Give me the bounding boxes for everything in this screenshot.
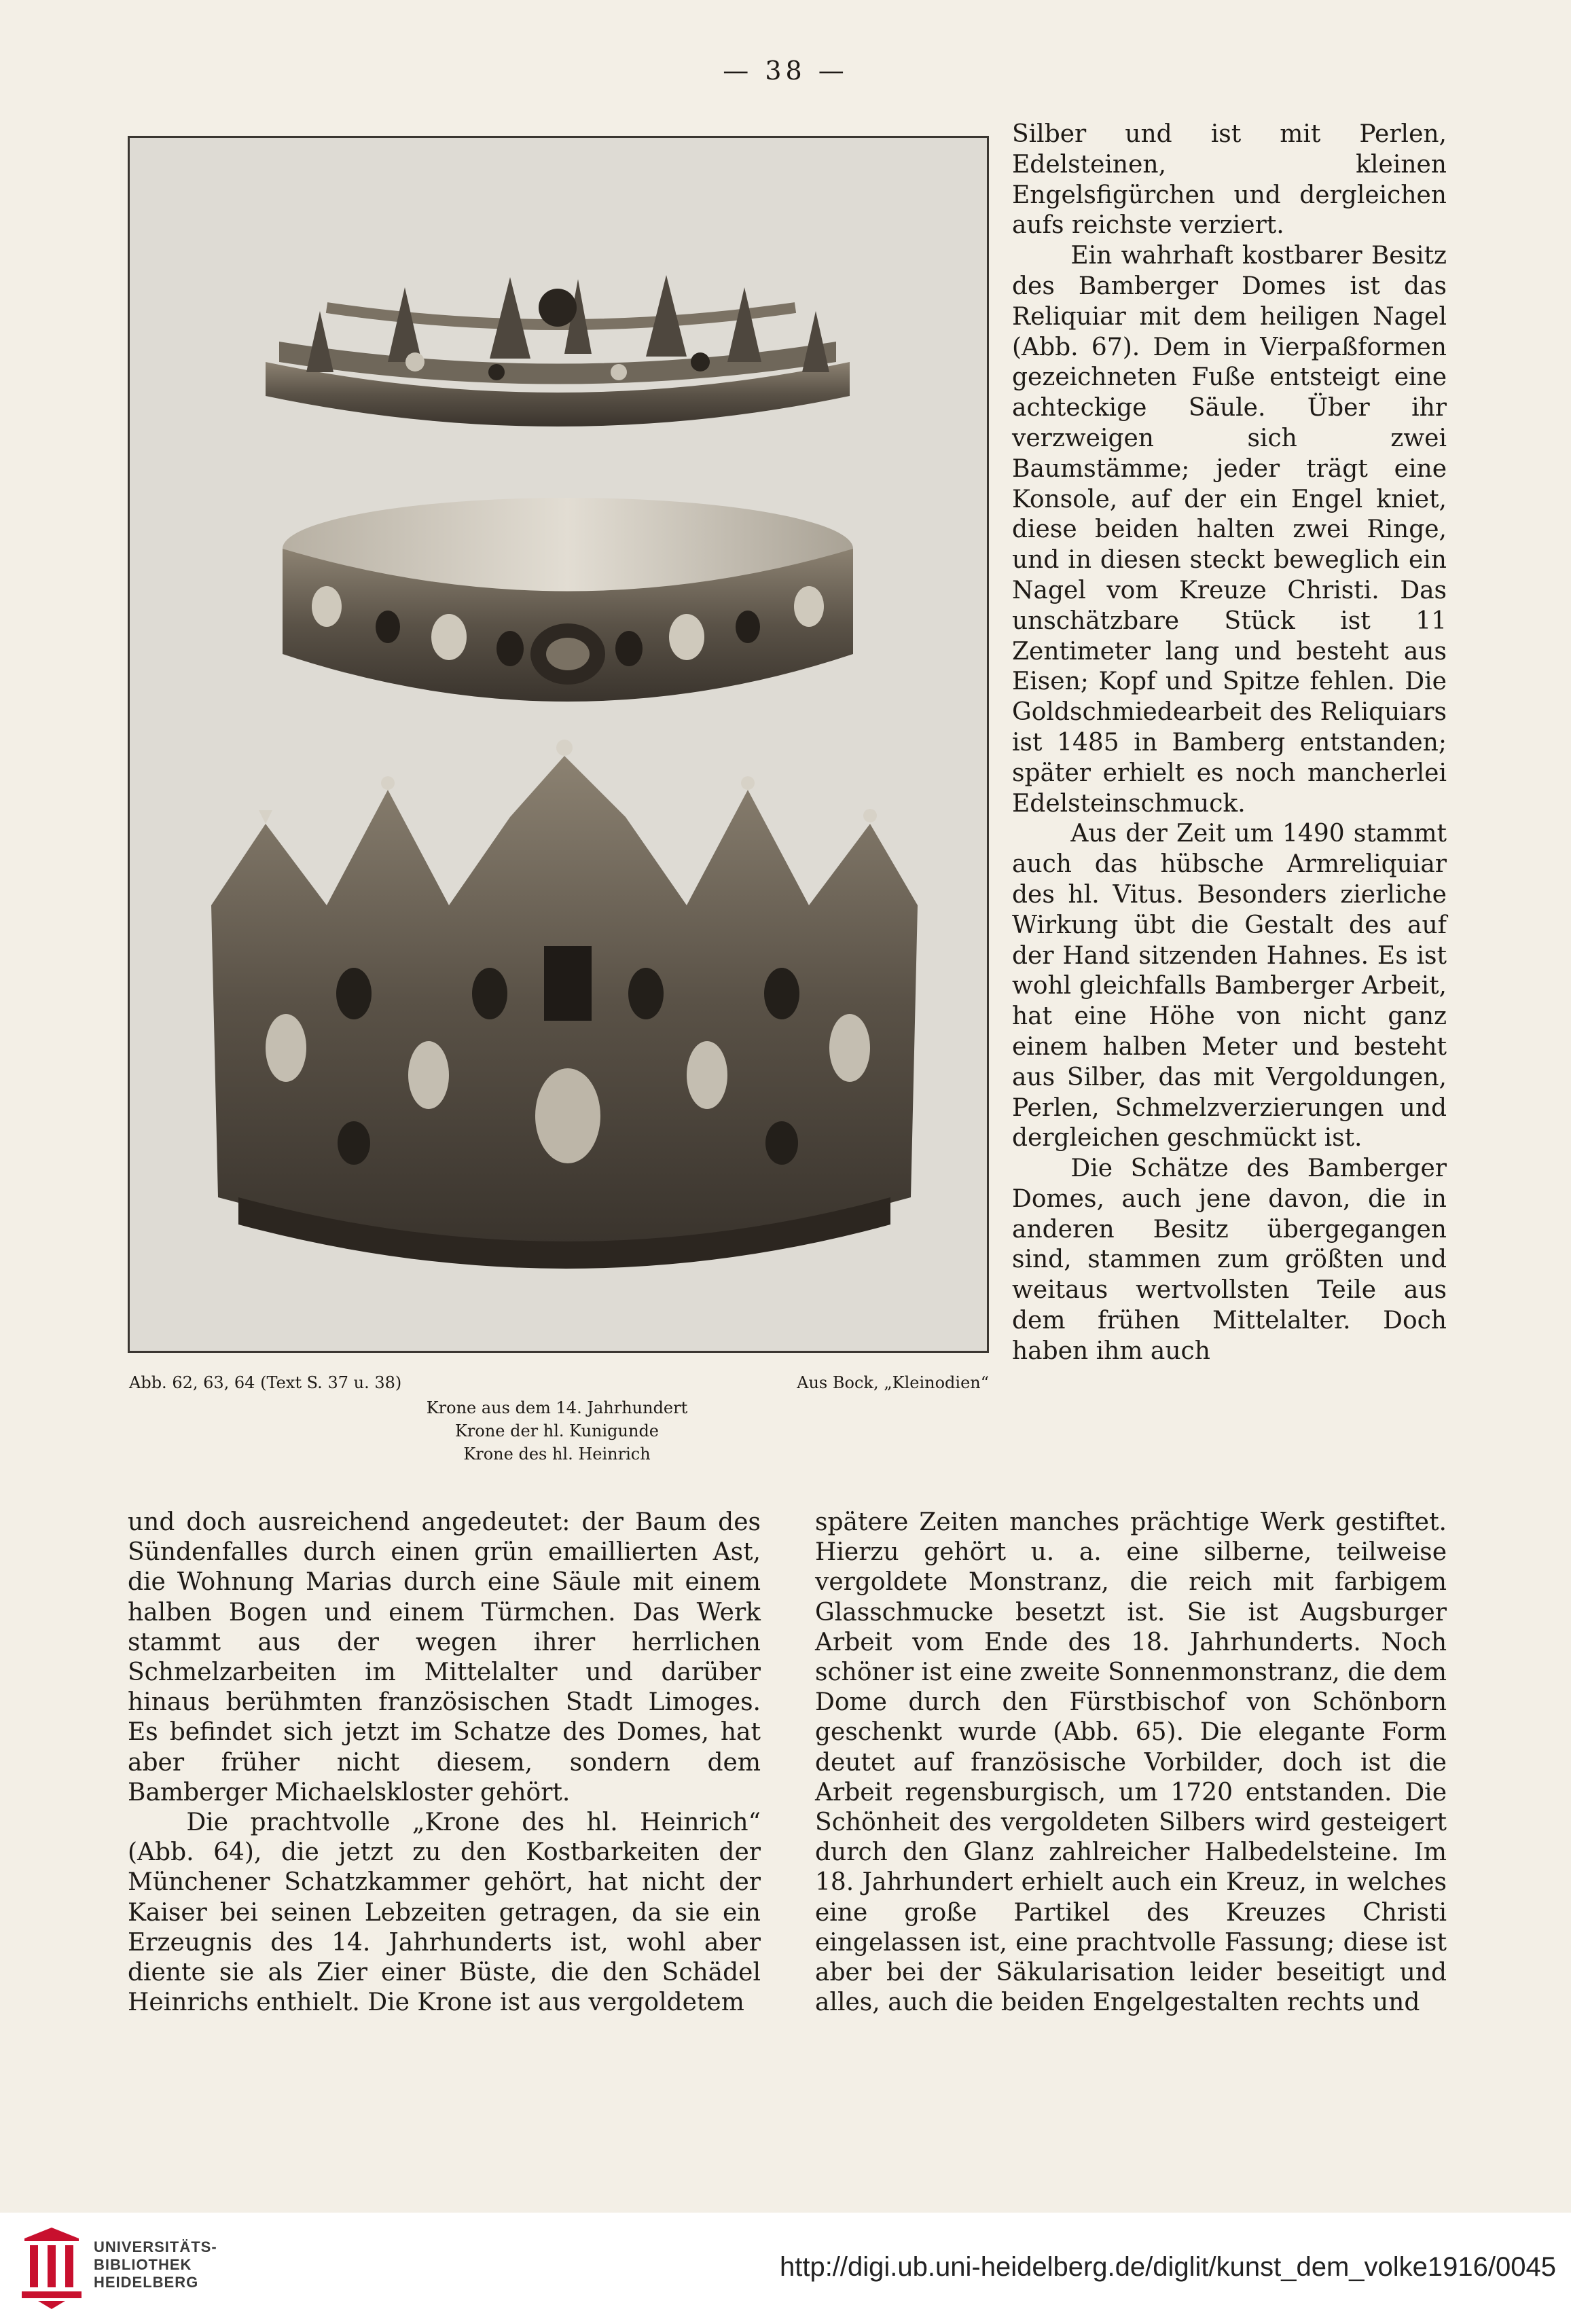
- left-text-column: [128, 1508, 761, 2018]
- university-library-logo-icon[interactable]: [18, 2225, 86, 2312]
- caption-line: Krone der hl. Kunigunde: [454, 1421, 660, 1440]
- page-number: — 38 —: [723, 56, 848, 86]
- paragraph: spätere Zeiten manches prächtige Werk gestiftet. Hierzu gehört u. a. eine silberne, teilweise vergoldete Monstranz, die reich mit farbigem Glasschmucke besetzt ist. Sie ist Augsburger Arbeit vom Ende des 18. Jahrhunderts. Noch schöner ist eine zweite Sonnenmonstranz, die dem Dome durch den Fürstbischof von Schönborn geschenkt wurde (Abb. 65). Die elegante Form deutet auf französische Vorbilder, doch ist die Arbeit regensburgisch, um 1720 entstanden. Die Schönheit des vergoldeten Silbers wird gesteigert durch den Glanz zahlreicher Halbedelsteine. Im 18. Jahrhundert erhielt auch ein Kreuz, in welches eine große Partikel des Kreuzes Christi eingelassen ist, eine prachtvolle Fassung; diese ist aber bei der Säkularisation leider beseitigt und alles, auch die beiden Engelgestalten rechts und: [815, 1508, 1447, 2017]
- right-text-column: [815, 1508, 1447, 2018]
- figure-caption-reference: Abb. 62, 63, 64 (Text S. 37 u. 38): [129, 1373, 402, 1392]
- footer-bar: [0, 2213, 1571, 2324]
- paragraph: Ein wahrhaft kostbarer Besitz des Bamberger Domes ist das Reliquiar mit dem heiligen Nagel (Abb. 67). Dem in Vierpaßformen gezeichneten Fuße entsteigt eine achteckige Säule. Über ihr verzweigen sich zwei Baumstämme; jeder trägt eine Konsole, auf der ein Engel kniet, diese beiden halten zwei Ringe, und in diesen steckt beweglich ein Nagel vom Kreuze Christi. Das unschätzbare Stück ist 11 Zentimeter lang und besteht aus Eisen; Kopf und Spitze fehlen. Die Goldschmiedearbeit des Reliquiars ist 1485 in Bamberg entstanden; später erhielt es noch mancherlei Edelsteinschmuck.: [1012, 242, 1447, 818]
- library-name: [94, 2238, 217, 2291]
- crown-photographs: [130, 138, 987, 1351]
- paragraph: Aus der Zeit um 1490 stammt auch das hübsche Armreliquiar des hl. Vitus. Besonders zierliche Wirkung übt die Gestalt des auf der Hand sitzenden Hahnes. Es ist wohl gleichfalls Bamberger Arbeit, hat eine Höhe von nicht ganz einem halben Meter und besteht aus Silber, das mit Vergoldungen, Perlen, Schmelzverzierungen und dergleichen geschmückt ist.: [1012, 820, 1447, 1152]
- library-name-line: UNIVERSITÄTS-: [94, 2238, 217, 2255]
- figure-caption-titles: [231, 1396, 883, 1466]
- library-name-line: HEIDELBERG: [94, 2274, 199, 2291]
- source-url-link[interactable]: http://digi.ub.uni-heidelberg.de/diglit/kunst_dem_volke1916/0045: [779, 2252, 1556, 2282]
- library-name-line: BIBLIOTHEK: [94, 2256, 192, 2273]
- side-text-column: [1012, 120, 1447, 1367]
- paragraph: Die Schätze des Bamberger Domes, auch jene davon, die in anderen Besitz übergegangen sind, stammen zum größten und weitaus wertvollsten Teile aus dem frühen Mittelalter. Doch haben ihm auch: [1012, 1155, 1447, 1365]
- caption-line: Krone des hl. Heinrich: [463, 1445, 651, 1464]
- paragraph: Die prachtvolle „Krone des hl. Heinrich“ (Abb. 64), die jetzt zu den Kostbarkeiten der Münchener Schatzkammer gehört, hat nicht der Kaiser bei seinen Lebzeiten getragen, da sie ein Erzeugnis des 14. Jahrhunderts ist, wohl aber diente sie als Zier einer Büste, die den Schädel Heinrichs enthielt. Die Krone ist aus vergoldetem: [128, 1809, 761, 2017]
- crown-of-saint-henry: [211, 740, 918, 1269]
- paragraph: und doch ausreichend angedeutet: der Baum des Sündenfalles durch einen grün emaillierten Ast, die Wohnung Marias durch eine Säule mit einem halben Bogen und einem Türmchen. Das Werk stammt aus der wegen ihrer herrlichen Schmelzarbeiten im Mittelalter und darüber hinaus berühmten französischen Stadt Limoges. Es befindet sich jetzt im Schatze des Domes, hat aber früher nicht diesem, sondern dem Bamberger Michaelskloster gehört.: [128, 1508, 761, 1806]
- caption-line: Krone aus dem 14. Jahrhundert: [426, 1398, 688, 1417]
- crown-of-saint-kunigunde: [283, 498, 853, 702]
- crown-14th-century: [266, 275, 850, 426]
- paragraph: Silber und ist mit Perlen, Edelsteinen, kleinen Engelsfigürchen und dergleichen aufs reichste verziert.: [1012, 120, 1447, 240]
- figure-caption-source: Aus Bock, „Kleinodien“: [797, 1373, 989, 1392]
- crown-photo-plate: [128, 136, 989, 1353]
